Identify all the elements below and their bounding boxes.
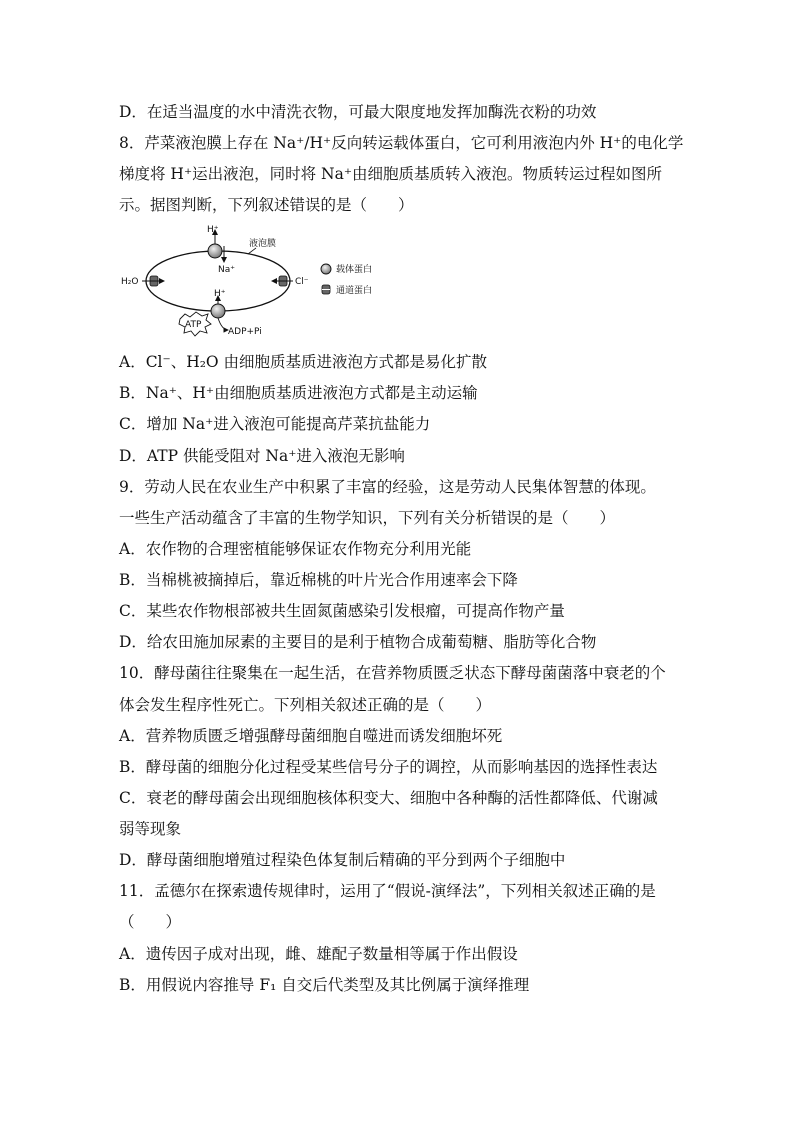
option-9a: A．农作物的合理密植能够保证农作物充分利用光能: [119, 540, 472, 558]
option-11b: B．用假说内容推导 F₁ 自交后代类型及其比例属于演绎推理: [119, 976, 530, 994]
option-10a: A．营养物质匮乏增强酵母菌细胞自噬进而诱发细胞坏死: [119, 727, 503, 745]
option-10c-line-2: 弱等现象: [119, 820, 182, 838]
question-8-line-2: 梯度将 H⁺运出液泡，同时将 Na⁺由细胞质基质转入液泡。物质转运过程如图所: [119, 165, 663, 183]
option-8d: D．ATP 供能受阻对 Na⁺进入液泡无影响: [119, 447, 405, 465]
option-8c: C．增加 Na⁺进入液泡可能提高芹菜抗盐能力: [119, 415, 431, 433]
bottom-carrier-protein: [211, 304, 225, 318]
option-9c: C．某些农作物根部被共生固氮菌感染引发根瘤，可提高作物产量: [119, 602, 565, 620]
option-9b: B．当棉桃被摘掉后，靠近棉桃的叶片光合作用速率会下降: [119, 571, 518, 589]
h-bottom-label: H⁺: [214, 289, 226, 299]
cl-label: Cl⁻: [295, 277, 309, 287]
option-8b: B．Na⁺、H⁺由细胞质基质进液泡方式都是主动运输: [119, 384, 478, 402]
question-10-line-2: 体会发生程序性死亡。下列相关叙述正确的是（ ）: [119, 696, 492, 714]
option-8a: A．Cl⁻、H₂O 由细胞质基质进液泡方式都是易化扩散: [119, 353, 488, 371]
top-carrier-protein: [208, 244, 222, 258]
option-11a: A．遗传因子成对出现，雌、雄配子数量相等属于作出假设: [119, 945, 518, 963]
question-10-line-1: 10．酵母菌往往聚集在一起生活，在营养物质匮乏状态下酵母菌菌落中衰老的个: [119, 664, 666, 682]
h-top-label: H⁺: [207, 225, 219, 235]
membrane-label: 液泡膜: [249, 239, 277, 249]
atp-label: ATP: [185, 320, 202, 330]
legend-carrier-icon: [321, 264, 331, 274]
question-9-line-2: 一些生产活动蕴含了丰富的生物学知识，下列有关分析错误的是（ ）: [119, 509, 616, 527]
legend-channel-label: 通道蛋白: [336, 286, 373, 296]
h2o-label: H₂O: [121, 277, 139, 287]
vacuole-transport-diagram: [118, 224, 388, 340]
option-10b: B．酵母菌的细胞分化过程受某些信号分子的调控，从而影响基因的选择性表达: [119, 758, 658, 776]
legend-carrier-label: 载体蛋白: [336, 265, 373, 275]
adp-label: ADP+Pi: [228, 327, 262, 337]
option-10c-line-1: C．衰老的酵母菌会出现细胞核体积变大、细胞中各种酶的活性都降低、代谢减: [119, 789, 658, 807]
option-10d: D．酵母菌细胞增殖过程染色体复制后精确的平分到两个子细胞中: [119, 851, 566, 869]
question-11-line-2: （ ）: [119, 913, 182, 931]
question-9-line-1: 9．劳动人民在农业生产中积累了丰富的经验，这是劳动人民集体智慧的体现。: [119, 478, 656, 496]
question-8-line-3: 示。据图判断，下列叙述错误的是（ ）: [119, 196, 414, 214]
question-11-line-1: 11．孟德尔在探索遗传规律时，运用了“假说-演绎法”，下列相关叙述正确的是: [119, 882, 656, 900]
question-8-line-1: 8．芹菜液泡膜上存在 Na⁺/H⁺反向转运载体蛋白，它可利用液泡内外 H⁺的电化学: [119, 134, 684, 152]
option-7d: D．在适当温度的水中清洗衣物，可最大限度地发挥加酶洗衣粉的功效: [119, 103, 597, 121]
na-label: Na⁺: [218, 265, 235, 275]
option-9d: D．给农田施加尿素的主要目的是利于植物合成葡萄糖、脂肪等化合物: [119, 633, 597, 651]
